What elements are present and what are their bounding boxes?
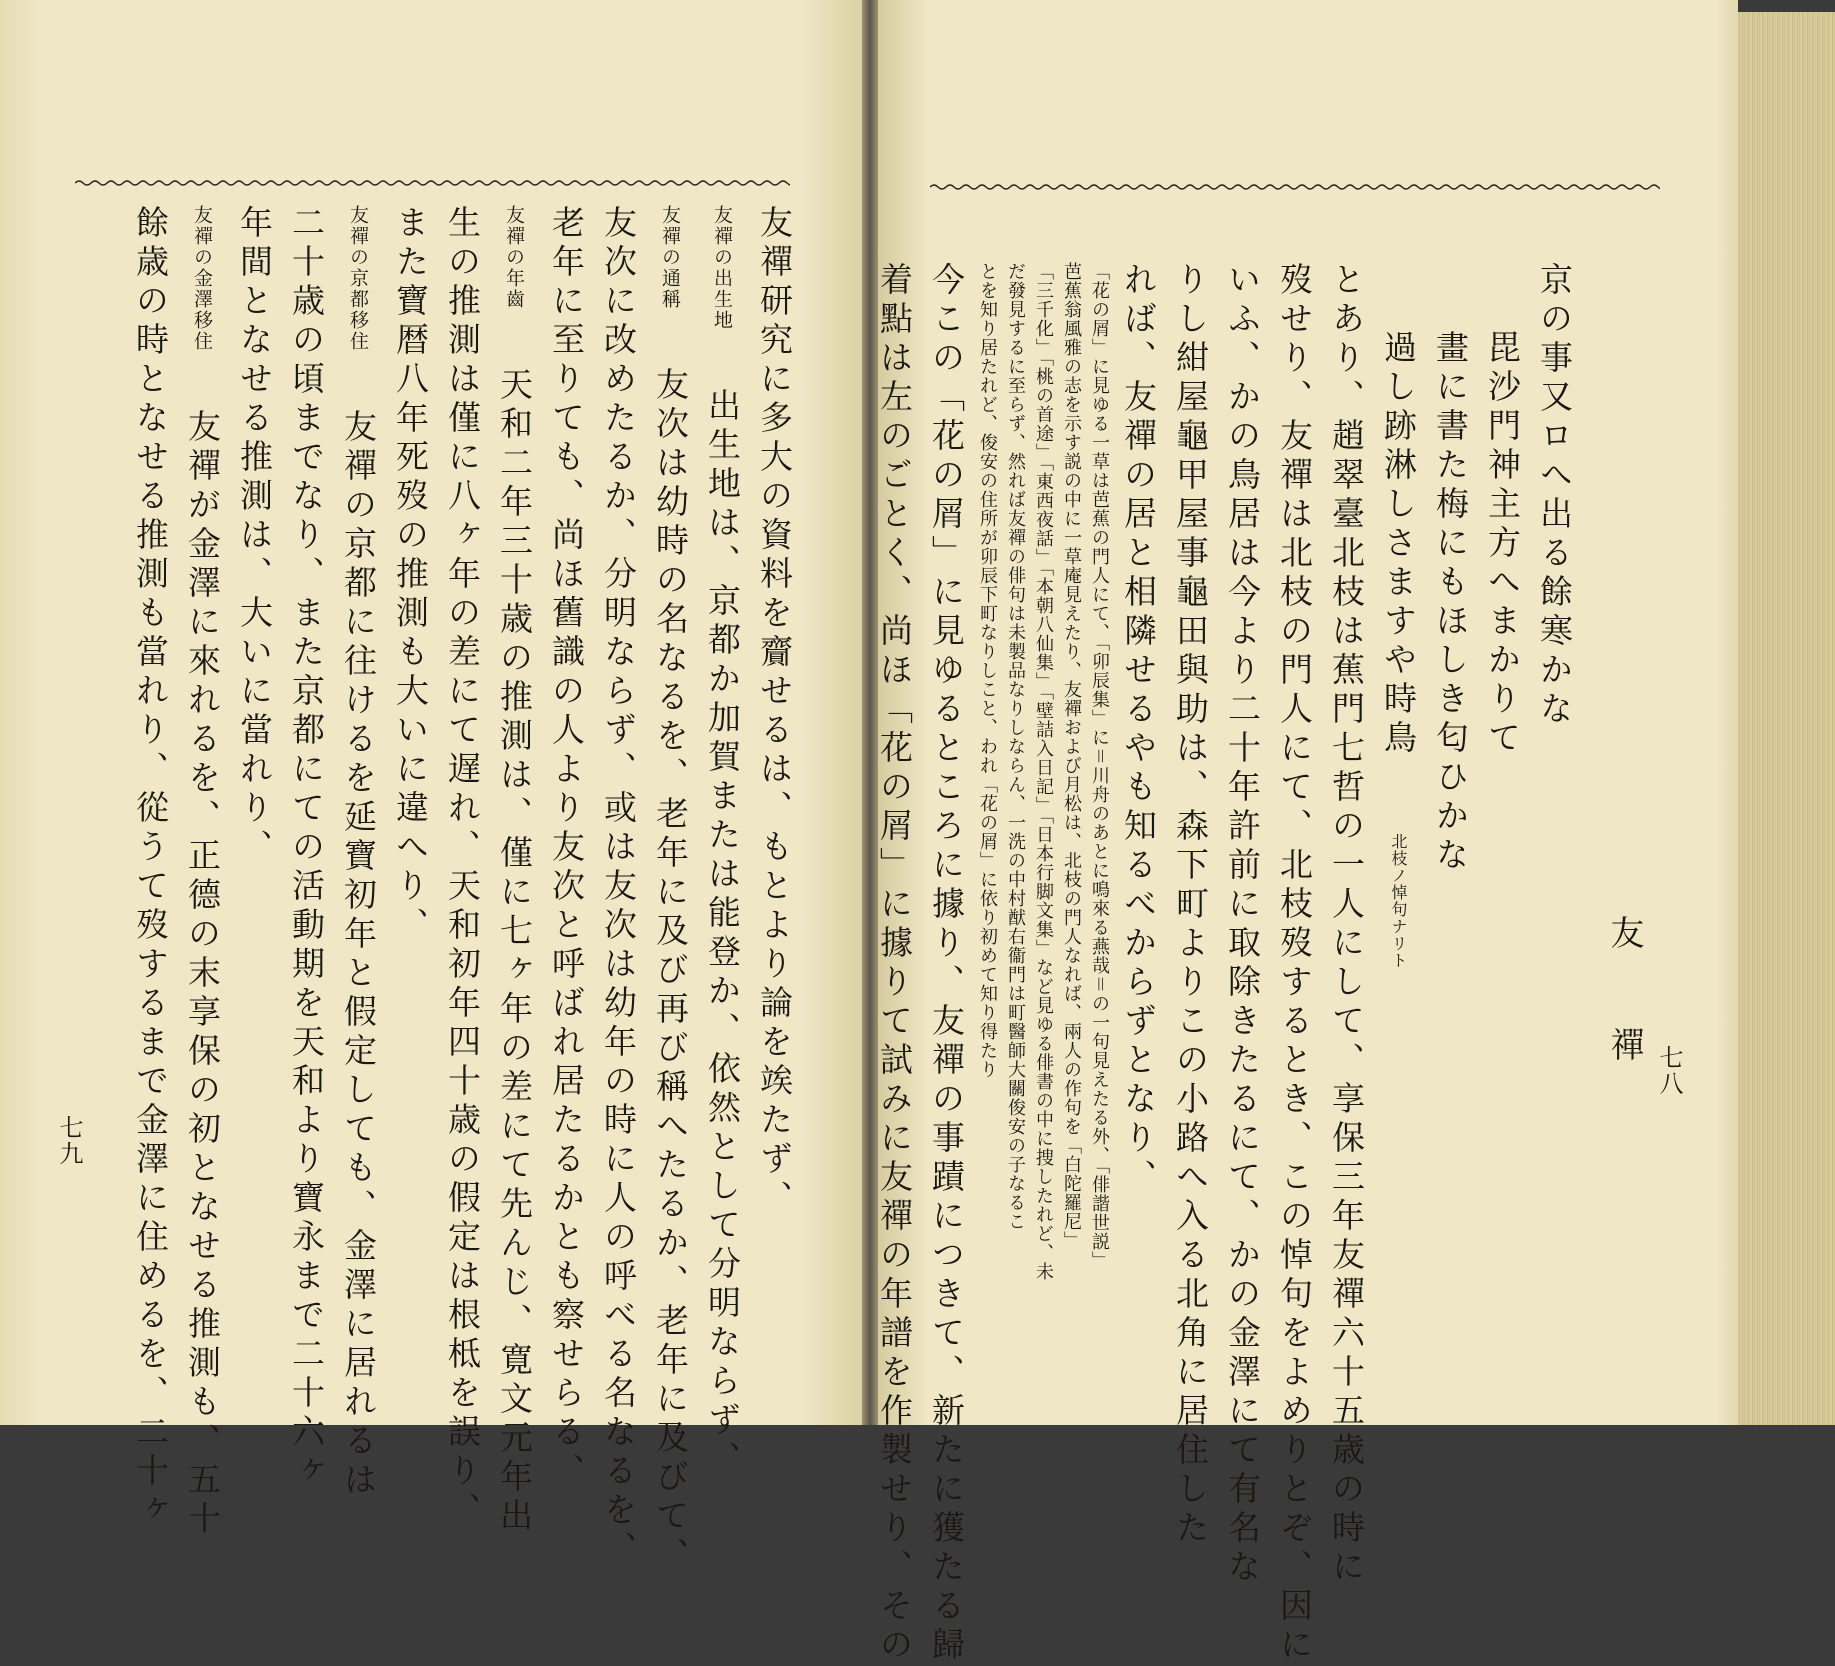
- right-body-text: 毘沙門神主方へまかりて: [1483, 330, 1522, 759]
- left-body-text: 老年に至りても、尚ほ舊識の人より友次と呼ばれ居たるかとも察せらる、: [547, 205, 586, 1492]
- right-body-inline-note: 北枝ノ悼句ナリト: [1389, 799, 1408, 969]
- right-wavy-rule: [930, 182, 1660, 192]
- right-body-line: [1424, 262, 1476, 1312]
- left-body-marginal-heading: 友禪の出生地: [711, 205, 733, 331]
- left-body-text: 友禪の京都に往けるを延寶初年と假定しても、金澤に居れるは: [339, 409, 378, 1501]
- right-page-body: [868, 262, 1580, 1666]
- page-edges: [1738, 12, 1835, 1425]
- left-body-marginal-heading: 友禪の年齒: [503, 205, 525, 310]
- left-body-line: [748, 205, 800, 1335]
- right-body-line: [1476, 262, 1528, 1312]
- left-body-text: 生の推測は僅に八ヶ年の差にて遅れ、天和初年四十歳の假定は根柢を誤り、: [443, 205, 482, 1531]
- left-body-line: [488, 205, 540, 1537]
- left-body-marginal-heading: 友禪の通稱: [659, 205, 681, 310]
- right-body-line: [1086, 262, 1112, 1312]
- right-body-note-text: 「三千化」「桃の首途」「東西夜話」「本朝八仙集」「壁詰入日記」「日本行脚文集」など見ゆる俳書の中に捜したれど、未: [1033, 262, 1054, 1281]
- right-body-text: 京の事又ロへ出る餘寒かな: [1535, 262, 1574, 730]
- left-body-text: 餘歳の時となせる推測も當れり、從うて歿するまで金澤に住めるを、二十ヶ: [131, 205, 170, 1531]
- left-body-marginal-heading: 友禪の京都移住: [347, 205, 369, 352]
- left-body-line: [384, 205, 436, 1335]
- right-page-number: 七八: [1655, 1045, 1683, 1097]
- right-body-text: れば、友禪の居と相隣せるやも知るべからずとなり、: [1119, 262, 1158, 1198]
- left-body-text: 二十歳の頃までなり、また京都にての活動期を天和より寶永まで二十六ヶ: [287, 205, 326, 1492]
- right-body-line: [1528, 262, 1580, 1312]
- right-body-text: いふ、かの鳥居は今より二十年許前に取除きたるにて、かの金澤にて有名な: [1223, 262, 1262, 1588]
- right-body-line: [1164, 262, 1216, 1549]
- left-page-number: 七九: [55, 1115, 83, 1167]
- left-body-line: [696, 205, 748, 1480]
- right-body-line: [1372, 262, 1424, 1312]
- right-body-line: [920, 262, 972, 1666]
- right-body-line: [1058, 262, 1084, 1312]
- left-body-text: 友次に改めたるか、分明ならず、或は友次は幼年の時に人の呼べる名なるを、: [599, 205, 638, 1570]
- left-body-line: [644, 205, 696, 1576]
- right-body-text: 着點は左のごとく、尚ほ「花の屑」に據りて試みに友禪の年譜を作製せり、その: [875, 262, 914, 1666]
- left-body-line: [176, 205, 228, 1540]
- left-body-marginal-heading: 友禪の金澤移住: [191, 205, 213, 352]
- left-body-line: [540, 205, 592, 1492]
- right-body-line: [1002, 262, 1028, 1312]
- right-body-text: りし紺屋龜甲屋事龜田與助は、森下町よりこの小路へ入る北角に居住した: [1171, 262, 1210, 1549]
- left-body-line: [228, 205, 280, 1335]
- left-body-text: 友次は幼時の名なるを、老年に及び再び稱へたるか、老年に及びて、: [651, 367, 690, 1576]
- left-body-line: [280, 205, 332, 1492]
- right-body-text: とあり、趙翠臺北枝は蕉門七哲の一人にして、享保三年友禪六十五歳の時に: [1327, 262, 1366, 1588]
- left-body-text: 友禪が金澤に來れるを、正德の末享保の初となせる推測も、五十: [183, 409, 222, 1540]
- left-body-line: [436, 205, 488, 1531]
- right-body-line: [1030, 262, 1056, 1312]
- right-body-note-text: だ發見するに至らず、然れば友禪の俳句は未製品なりしならん、一洗の中村猷右衞門は町醫師大關俊安の子なるこ: [1005, 262, 1026, 1231]
- left-body-line: [124, 205, 176, 1531]
- right-body-text: 畫に書た梅にもほしき匂ひかな: [1431, 330, 1470, 876]
- right-body-line: [1320, 262, 1372, 1588]
- right-body-text: 過し跡淋しさますや時鳥: [1379, 330, 1418, 759]
- left-body-text: 出生地は、京都か加賀または能登か、依然として分明ならず、: [703, 388, 742, 1480]
- left-body-text: 年間となせる推測は、大いに當れり、: [235, 205, 274, 868]
- right-page-title: 友 禪: [1604, 915, 1644, 1083]
- left-body-text: 友禪研究に多大の資料を齎せるは、もとより論を竢たず、: [755, 205, 794, 1219]
- right-body-line: [1268, 262, 1320, 1666]
- left-body-line: [592, 205, 644, 1570]
- left-wavy-rule: [75, 178, 790, 188]
- right-body-line: [868, 262, 920, 1666]
- left-body-text: また寶暦八年死歿の推測も大いに違へり、: [391, 205, 430, 946]
- right-body-note-text: 「花の屑」に見ゆる一草は芭蕉の門人にて、「卯辰集」に＝川舟のあとに鳴來る燕哉＝の一句見えたる外、「俳諧世説」: [1089, 262, 1110, 1270]
- right-body-note-text: 芭蕉翁風雅の志を示す説の中に一草庵見えたり、友禪および月松は、北枝の門人なれば、兩人の作句を「白陀羅尼」: [1061, 262, 1082, 1250]
- left-body-line: [332, 205, 384, 1501]
- right-body-line: [1216, 262, 1268, 1588]
- left-body-text: 天和二年三十歳の推測は、僅に七ヶ年の差にて先んじ、寛文元年出: [495, 367, 534, 1537]
- right-body-note-text: とを知り居たれど、俊安の住所が卯辰下町なりしこと、われ「花の屑」に依り初めて知り得たり: [977, 262, 998, 1079]
- right-body-line: [974, 262, 1000, 1312]
- right-body-text: 今この「花の屑」に見ゆるところに據り、友禪の事蹟につきて、新たに獲たる歸: [927, 262, 966, 1666]
- left-page-body: [124, 205, 800, 1576]
- right-body-text: 歿せり、友禪は北枝の門人にて、北枝歿するとき、この悼句をよめりとぞ、因に: [1275, 262, 1314, 1666]
- right-body-line: [1112, 262, 1164, 1312]
